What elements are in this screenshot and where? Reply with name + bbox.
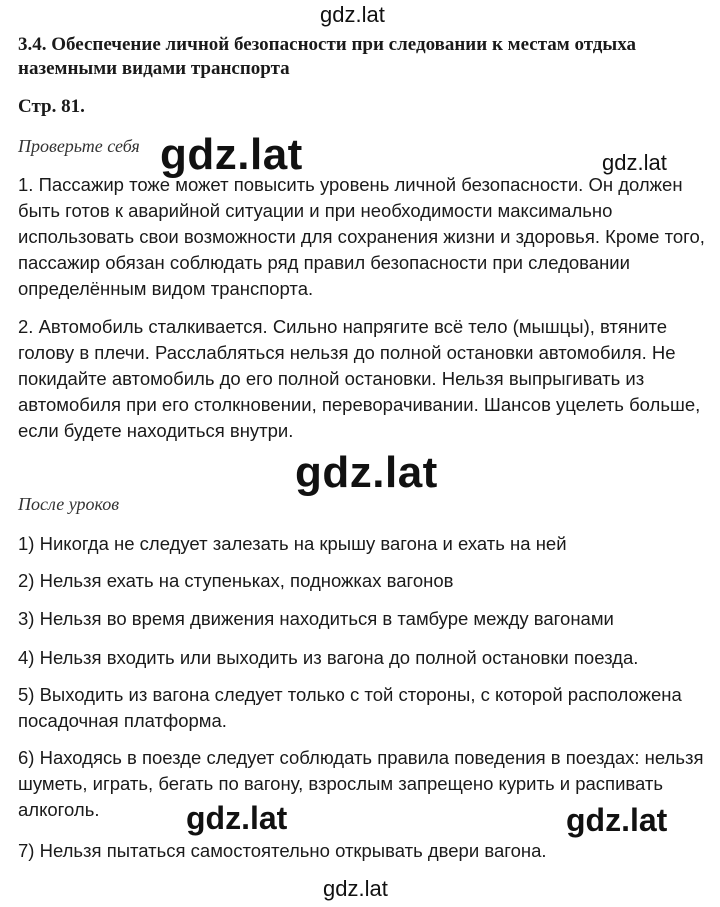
watermark-top: gdz.lat — [320, 2, 385, 27]
section-heading-check-yourself: Проверьте себя — [18, 136, 140, 156]
list-item: 1) Никогда не следует залезать на крышу вагона и ехать на ней — [18, 533, 567, 554]
watermark-center-big: gdz.lat — [295, 448, 438, 497]
watermark-left-big: gdz.lat — [160, 130, 303, 179]
watermark-bottom-right: gdz.lat — [566, 802, 668, 838]
list-item: 4) Нельзя входить или выходить из вагона до полной остановки поезда. — [18, 647, 639, 668]
list-item: 3) Нельзя во время движения находиться в тамбуре между вагонами — [18, 608, 614, 629]
list-item: 5) Выходить из вагона следует только с той стороны, с которой расположена посадочная платформа. — [18, 684, 682, 731]
section-heading-after-lessons: После уроков — [18, 494, 120, 514]
list-item: 2) Нельзя ехать на ступеньках, подножках вагонов — [18, 570, 454, 591]
page-reference: Стр. 81. — [18, 96, 85, 117]
page-title: 3.4. Обеспечение личной безопасности при следовании к местам отдыха наземными видами транспорта — [18, 34, 636, 79]
watermark-right-small: gdz.lat — [602, 150, 667, 175]
list-item: 6) Находясь в поезде следует соблюдать правила поведения в поездах: нельзя шуметь, играть, бегать по вагону, взрослым запрещено курить и распивать алкоголь. — [18, 747, 704, 820]
answer-paragraph-1: 1. Пассажир тоже может повысить уровень личной безопасности. Он должен быть готов к аварийной ситуации и при необходимости максимально использовать свои возможности для сохранения жизни и здоровья. Кроме того, пассажир обязан соблюдать ряд правил безопасности при следовании определённым видом транспорта. — [18, 174, 705, 299]
watermark-bottom-left: gdz.lat — [186, 800, 288, 836]
list-item: 7) Нельзя пытаться самостоятельно открывать двери вагона. — [18, 840, 547, 861]
watermark-footer: gdz.lat — [323, 876, 388, 901]
answer-paragraph-2: 2. Автомобиль сталкивается. Сильно напрягите всё тело (мышцы), втяните голову в плечи. Расслабляться нельзя до полной остановки автомобиля. Не покидайте автомобиль до его полной остановки. Нельзя выпрыгивать из автомобиля при его столкновении, переворачивании. Шансов уцелеть больше, если будете находиться внутри. — [18, 316, 701, 441]
